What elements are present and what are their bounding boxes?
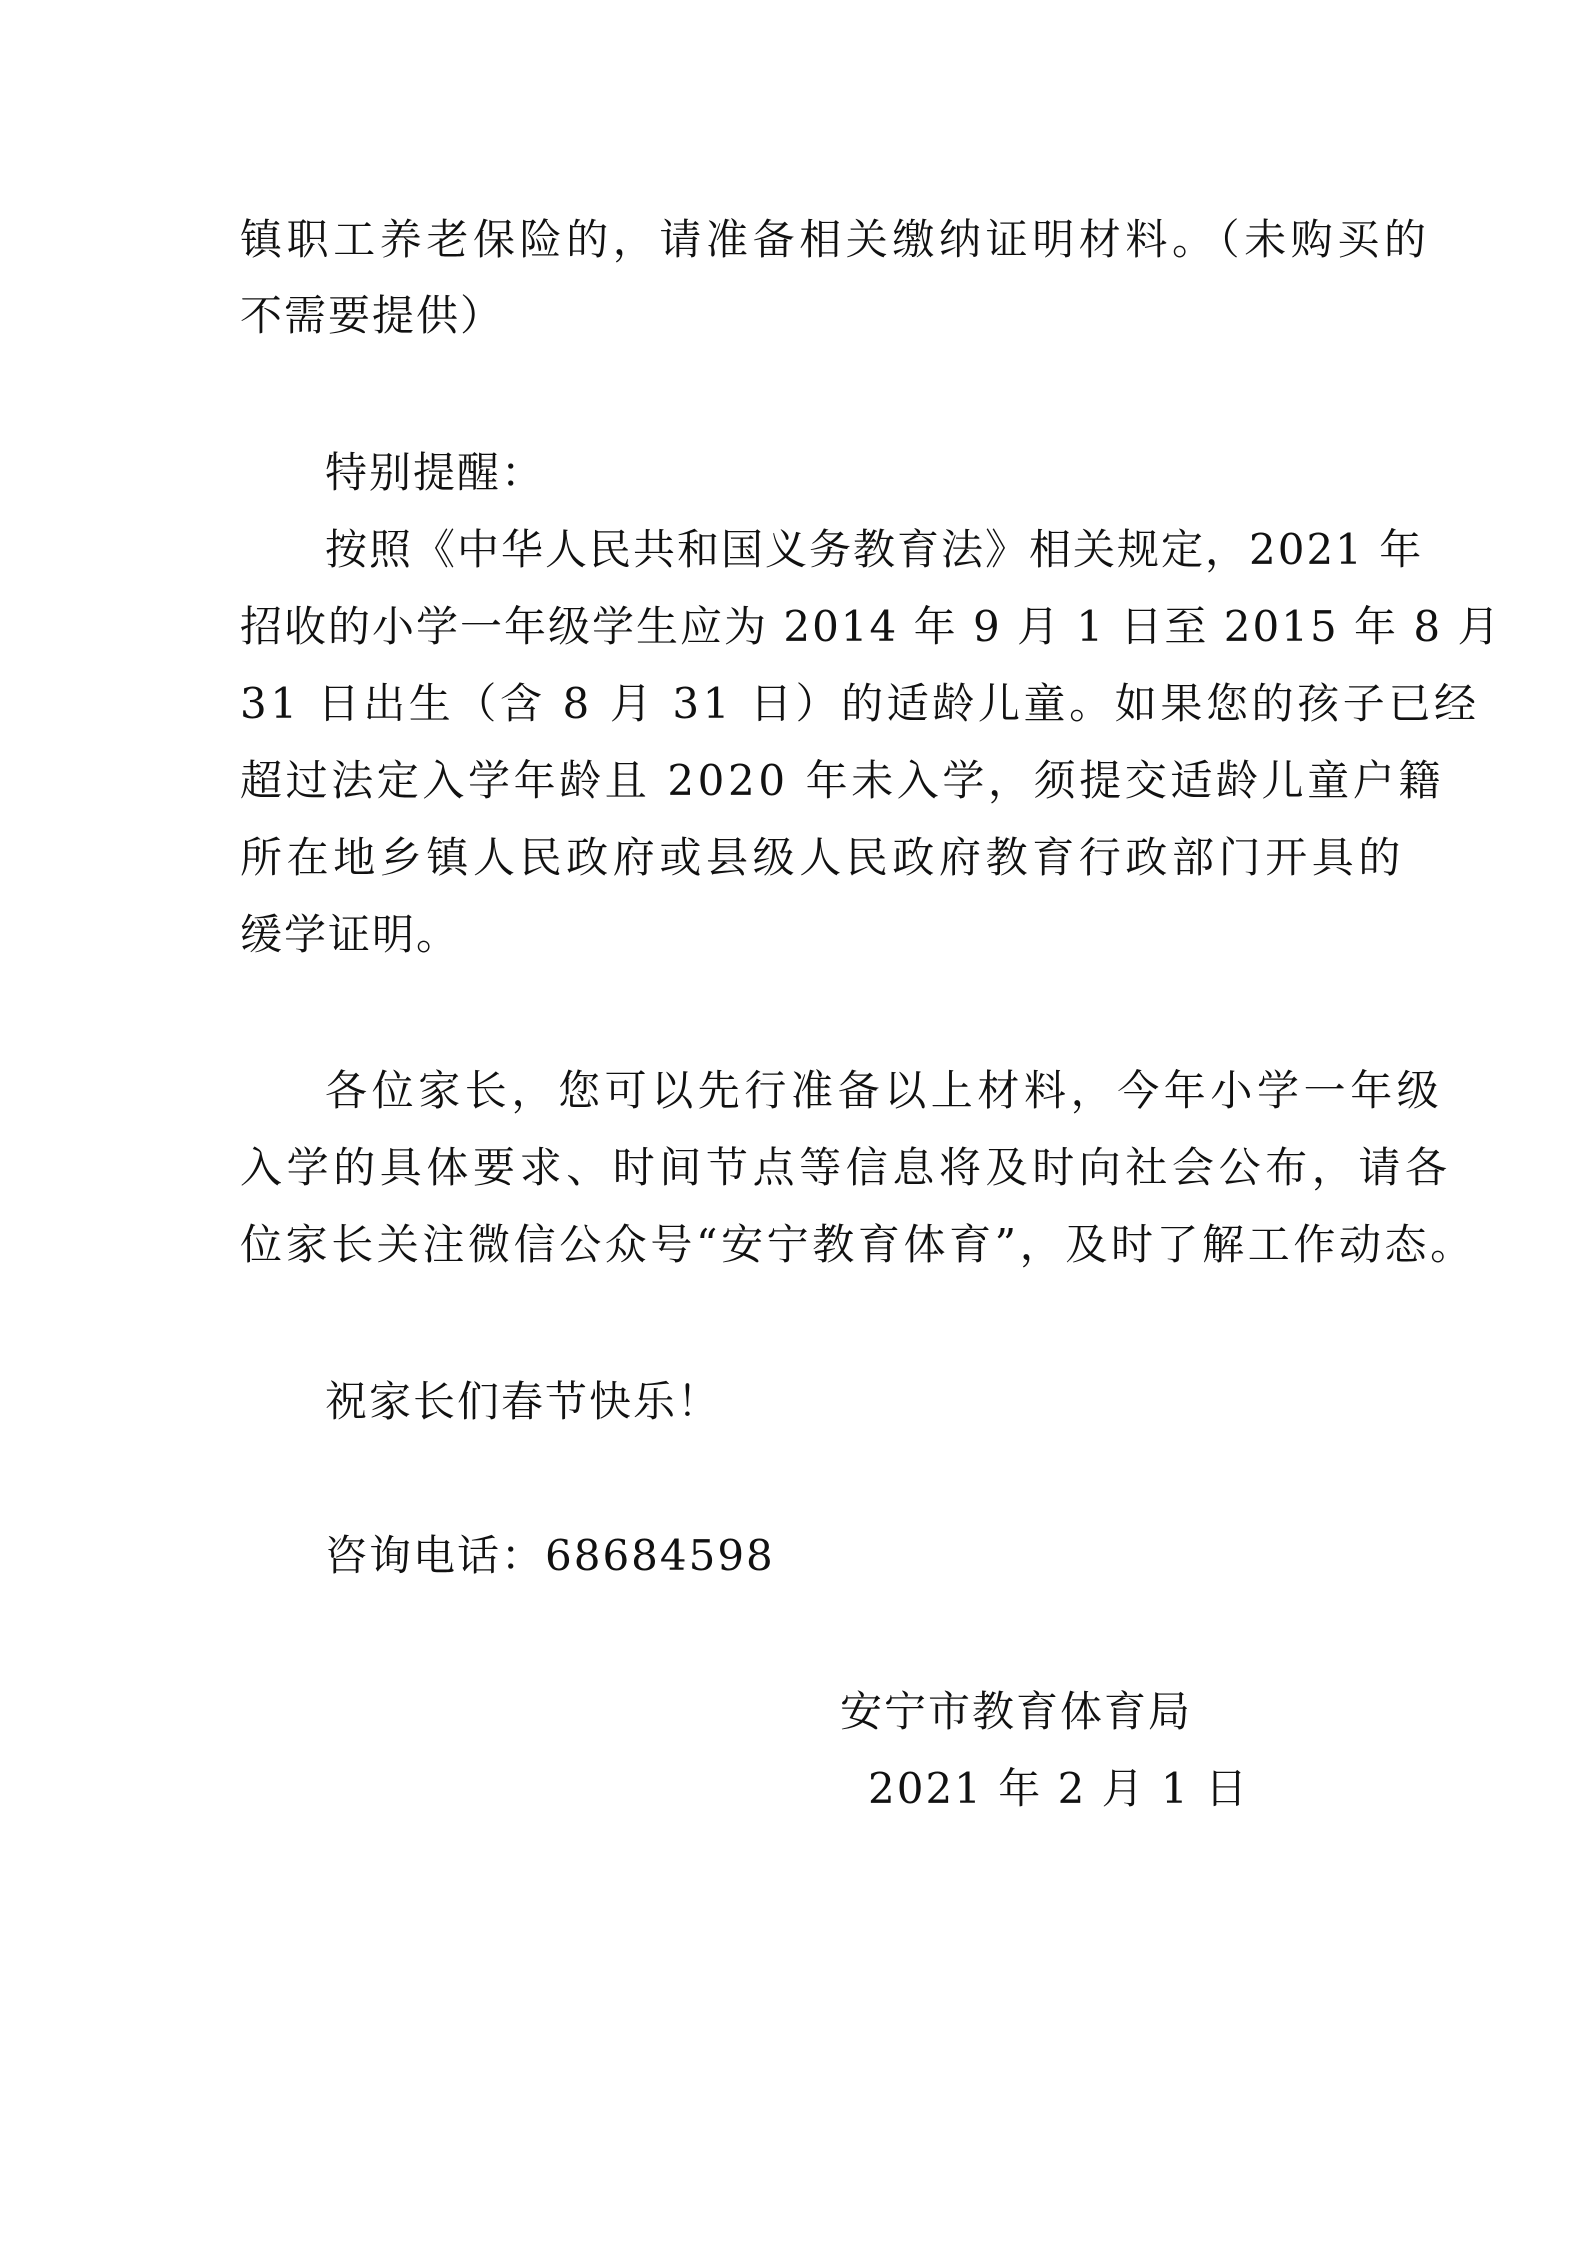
greeting: 祝家长们春节快乐！	[325, 1377, 722, 1426]
reminder-line-6: 缓学证明。	[240, 910, 461, 959]
continuation-line-2: 不需要提供）	[240, 291, 505, 340]
parents-line-2: 入学的具体要求、时间节点等信息将及时向社会公布，请各	[240, 1143, 1452, 1192]
reminder-line-4: 超过法定入学年龄且 2020 年未入学，须提交适龄儿童户籍	[240, 756, 1444, 805]
reminder-line-2: 招收的小学一年级学生应为 2014 年 9 月 1 日至 2015 年 8 月	[240, 602, 1502, 651]
reminder-line-5: 所在地乡镇人民政府或县级人民政府教育行政部门开具的	[240, 833, 1406, 882]
parents-line-1: 各位家长，您可以先行准备以上材料，今年小学一年级	[325, 1066, 1444, 1115]
reminder-heading: 特别提醒：	[325, 448, 546, 497]
signature-date: 2021 年 2 月 1 日	[868, 1764, 1250, 1813]
parents-line-3: 位家长关注微信公众号“安宁教育体育”，及时了解工作动态。	[240, 1220, 1476, 1269]
continuation-line-1: 镇职工养老保险的，请准备相关缴纳证明材料。（未购买的	[240, 215, 1431, 264]
reminder-line-3: 31 日出生（含 8 月 31 日）的适龄儿童。如果您的孩子已经	[240, 679, 1480, 728]
contact-phone: 咨询电话：68684598	[325, 1531, 775, 1580]
reminder-line-1: 按照《中华人民共和国义务教育法》相关规定，2021 年	[325, 525, 1424, 574]
signature-organization: 安宁市教育体育局	[840, 1687, 1193, 1736]
